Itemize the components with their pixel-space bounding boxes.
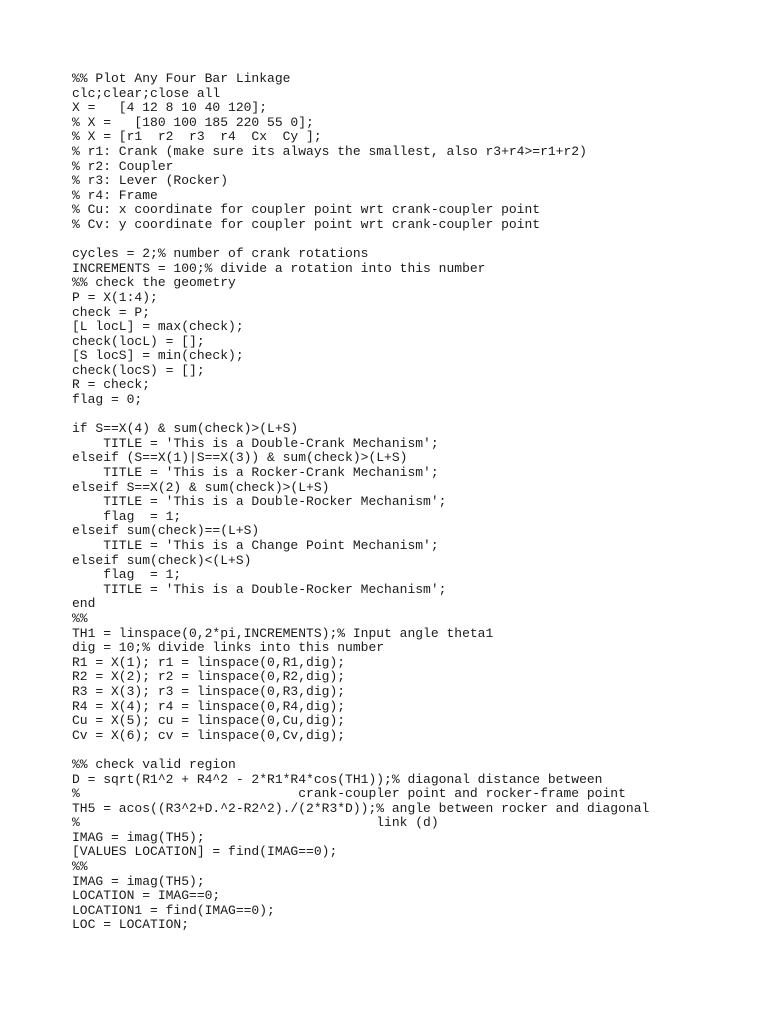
code-line: R1 = X(1); r1 = linspace(0,R1,dig); bbox=[72, 654, 346, 670]
code-line: %% Plot Any Four Bar Linkage bbox=[72, 71, 291, 86]
code-line: elseif S==X(2) & sum(check)>(L+S) bbox=[72, 479, 330, 495]
code-line: check(locL) = []; bbox=[72, 333, 205, 349]
code-line: % r1: Crank (make sure its always the smallest, also r3+r4>=r1+r2) bbox=[72, 143, 587, 159]
code-line bbox=[72, 233, 649, 248]
code-line: Cu = X(5); cu = linspace(0,Cu,dig); bbox=[72, 713, 346, 729]
code-line: %% check valid region bbox=[72, 756, 236, 772]
code-line: elseif sum(check)<(L+S) bbox=[72, 552, 252, 568]
code-line: % r3: Lever (Rocker) bbox=[72, 173, 229, 189]
code-line: flag = 0; bbox=[72, 392, 143, 408]
code-line: IMAG = imag(TH5); bbox=[72, 829, 205, 845]
code-line: elseif (S==X(1)|S==X(3)) & sum(check)>(L+S) bbox=[72, 450, 408, 466]
code-line: % link (d) bbox=[72, 815, 439, 831]
code-line: elseif sum(check)==(L+S) bbox=[72, 523, 260, 539]
code-line: flag = 1; bbox=[72, 508, 182, 524]
code-line: P = X(1:4); bbox=[72, 289, 158, 305]
code-line: cycles = 2;% number of crank rotations bbox=[72, 246, 369, 262]
code-line: % Cu: x coordinate for coupler point wrt crank-coupler point bbox=[72, 202, 541, 218]
code-line: LOCATION1 = find(IMAG==0); bbox=[72, 902, 275, 918]
code-line: TITLE = 'This is a Rocker-Crank Mechanism'; bbox=[72, 465, 439, 481]
code-line: if S==X(4) & sum(check)>(L+S) bbox=[72, 421, 299, 437]
code-line bbox=[72, 743, 649, 758]
code-line bbox=[72, 408, 649, 423]
code-line: % r2: Coupler bbox=[72, 158, 174, 174]
code-line: % r4: Frame bbox=[72, 187, 158, 203]
code-line: [VALUES LOCATION] = find(IMAG==0); bbox=[72, 844, 338, 860]
code-line: [L locL] = max(check); bbox=[72, 319, 244, 335]
code-line: X = [4 12 8 10 40 120]; bbox=[72, 100, 268, 116]
code-line: TITLE = 'This is a Change Point Mechanism'; bbox=[72, 538, 439, 553]
code-line: check(locS) = []; bbox=[72, 362, 205, 378]
code-line: clc;clear;close all bbox=[72, 85, 221, 101]
code-line: % X = [180 100 185 220 55 0]; bbox=[72, 114, 314, 130]
code-line: TH5 = acos((R3^2+D.^2-R2^2)./(2*R3*D));% angle between rocker and diagonal bbox=[72, 800, 650, 816]
code-line: R = check; bbox=[72, 377, 151, 393]
code-line: % Cv: y coordinate for coupler point wrt crank-coupler point bbox=[72, 216, 541, 232]
code-line: R4 = X(4); r4 = linspace(0,R4,dig); bbox=[72, 698, 346, 714]
code-line: R2 = X(2); r2 = linspace(0,R2,dig); bbox=[72, 669, 346, 685]
code-line: TH1 = linspace(0,2*pi,INCREMENTS);% Input angle theta1 bbox=[72, 625, 494, 641]
code-line: % X = [r1 r2 r3 r4 Cx Cy ]; bbox=[72, 129, 322, 145]
code-line: dig = 10;% divide links into this number bbox=[72, 640, 385, 656]
code-line: %% check the geometry bbox=[72, 275, 236, 291]
code-line: end bbox=[72, 596, 96, 612]
code-line: TITLE = 'This is a Double-Rocker Mechanism'; bbox=[72, 494, 447, 510]
code-line: check = P; bbox=[72, 304, 151, 320]
code-line: TITLE = 'This is a Double-Crank Mechanism'; bbox=[72, 435, 439, 451]
code-line: TITLE = 'This is a Double-Rocker Mechanism'; bbox=[72, 581, 447, 597]
code-line: INCREMENTS = 100;% divide a rotation into this number bbox=[72, 260, 486, 276]
code-line: LOC = LOCATION; bbox=[72, 917, 190, 933]
code-line: %% bbox=[72, 859, 88, 875]
code-line: [S locS] = min(check); bbox=[72, 348, 244, 364]
code-line: flag = 1; bbox=[72, 567, 182, 583]
code-line: % crank-coupler point and rocker-frame point bbox=[72, 786, 626, 802]
code-line: Cv = X(6); cv = linspace(0,Cv,dig); bbox=[72, 727, 346, 743]
code-line: R3 = X(3); r3 = linspace(0,R3,dig); bbox=[72, 683, 346, 699]
code-line: D = sqrt(R1^2 + R4^2 - 2*R1*R4*cos(TH1));% diagonal distance between bbox=[72, 771, 603, 787]
code-line: %% bbox=[72, 610, 88, 626]
code-listing bbox=[72, 72, 649, 933]
code-line: LOCATION = IMAG==0; bbox=[72, 888, 221, 904]
code-line: IMAG = imag(TH5); bbox=[72, 873, 205, 889]
